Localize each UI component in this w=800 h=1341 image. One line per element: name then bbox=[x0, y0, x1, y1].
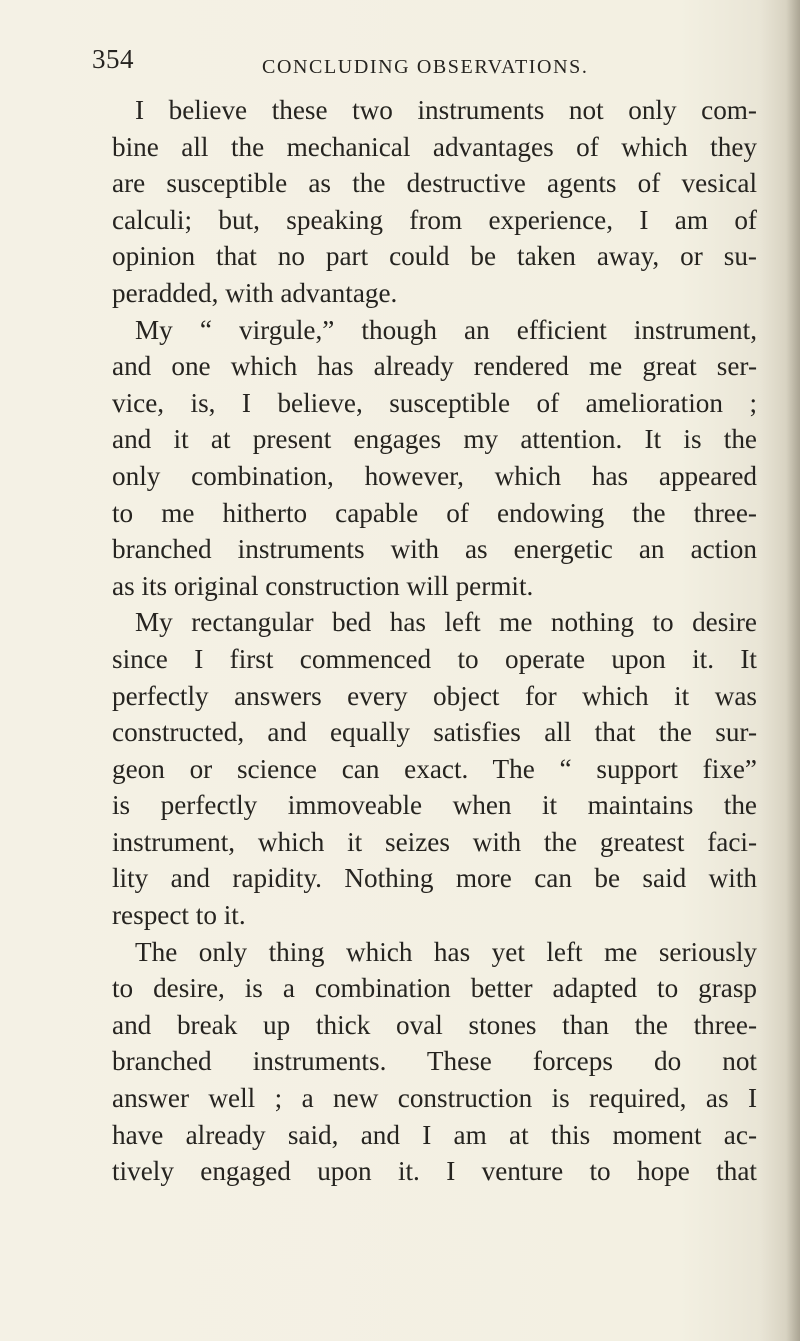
text-line: are susceptible as the destructive agents of vesical bbox=[112, 168, 757, 199]
text-line: to me hitherto capable of endowing the three- bbox=[112, 497, 757, 528]
text-line: and it at present engages my attention. It is the bbox=[112, 424, 757, 455]
text-line: calculi; but, speaking from experience, I am of bbox=[112, 204, 757, 235]
text-line: and one which has already rendered me great ser- bbox=[112, 351, 757, 382]
text-line: as its original construction will permit. bbox=[112, 570, 534, 601]
text-line: I believe these two instruments not only com- bbox=[135, 95, 757, 125]
text-line: have already said, and I am at this moment ac- bbox=[112, 1119, 757, 1150]
text-line: My rectangular bed has left me nothing to desire bbox=[135, 607, 757, 638]
page-number: 354 bbox=[92, 44, 134, 74]
text-line: lity and rapidity. Nothing more can be said with bbox=[112, 863, 757, 894]
text-line: and break up thick oval stones than the three- bbox=[112, 1009, 757, 1040]
text-line: tively engaged upon it. I venture to hope that bbox=[112, 1156, 757, 1187]
text-line: only combination, however, which has appeared bbox=[112, 460, 757, 491]
text-line: opinion that no part could be taken away, or su- bbox=[112, 241, 757, 272]
running-head bbox=[92, 44, 732, 82]
text-line: perfectly answers every object for which it was bbox=[112, 680, 757, 711]
text-line: is perfectly immoveable when it maintains the bbox=[112, 790, 757, 821]
text-line: vice, is, I believe, susceptible of amelioration ; bbox=[112, 387, 757, 418]
text-line: answer well ; a new construction is required, as I bbox=[112, 1083, 757, 1114]
text-line: constructed, and equally satisfies all that the sur- bbox=[112, 717, 757, 748]
running-title: CONCLUDING OBSERVATIONS. bbox=[262, 56, 589, 78]
text-line: branched instruments. These forceps do not bbox=[112, 1046, 757, 1077]
text-line: The only thing which has yet left me seriously bbox=[135, 936, 757, 967]
text-line: instrument, which it seizes with the greatest faci- bbox=[112, 826, 757, 857]
text-line: My “ virgule,” though an efficient instrument, bbox=[135, 314, 757, 345]
page-edge-shadow bbox=[786, 0, 800, 1341]
text-line: geon or science can exact. The “ support fixe” bbox=[112, 753, 757, 784]
text-line: respect to it. bbox=[112, 900, 246, 931]
text-line: peradded, with advantage. bbox=[112, 277, 398, 308]
text-line: since I first commenced to operate upon it. It bbox=[112, 643, 757, 674]
body-text bbox=[112, 92, 757, 1190]
text-line: bine all the mechanical advantages of which they bbox=[112, 131, 757, 162]
text-line: branched instruments with as energetic an action bbox=[112, 534, 757, 565]
text-line: to desire, is a combination better adapted to grasp bbox=[112, 973, 757, 1004]
